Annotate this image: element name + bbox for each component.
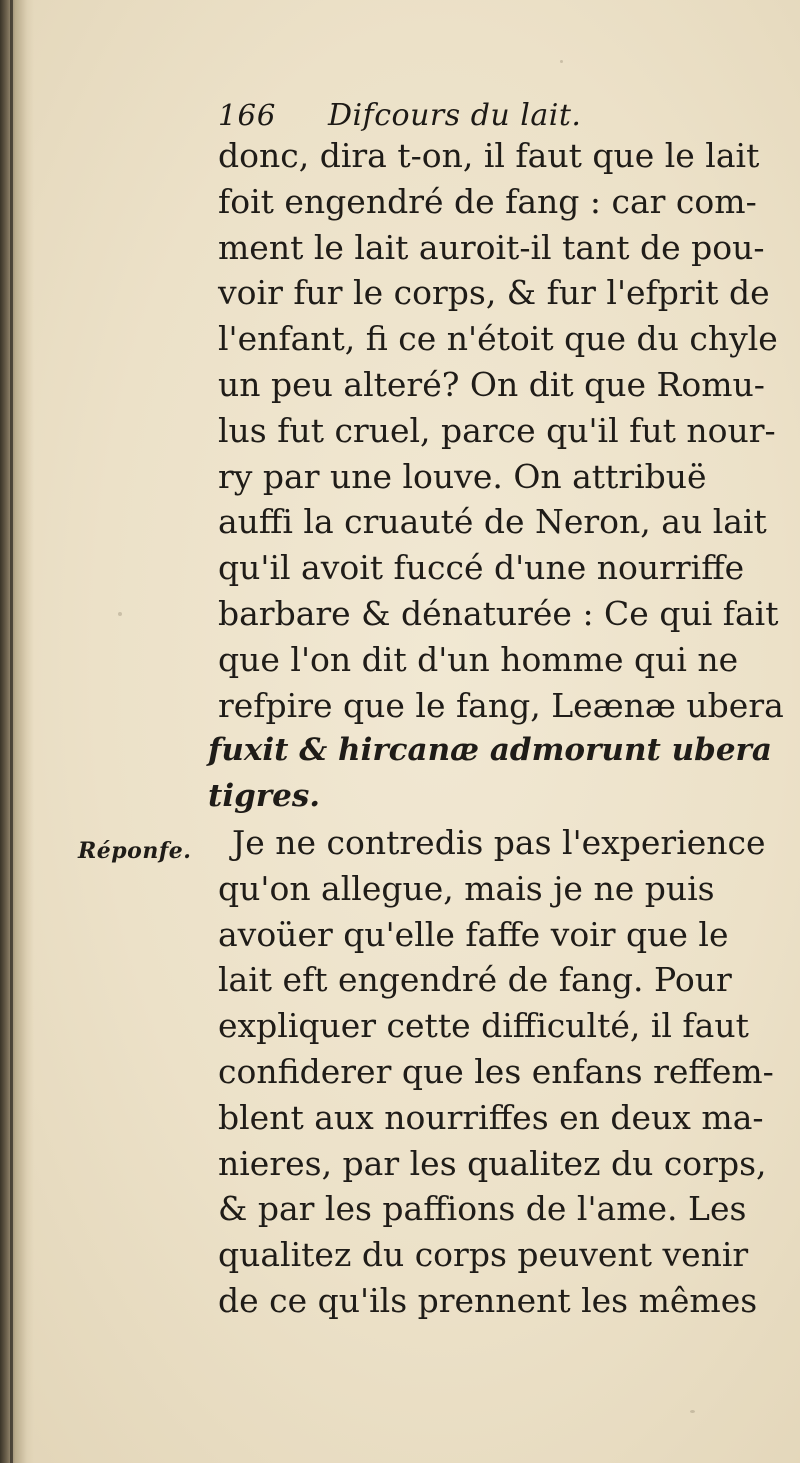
text-line: avoüer qu'elle faffe voir que le — [218, 914, 729, 954]
paper-speck — [118, 612, 122, 616]
text-line: que l'on dit d'un homme qui ne — [218, 639, 739, 679]
text-line: expliquer cette difficulté, il faut — [218, 1006, 749, 1046]
running-title: Difcours du lait. — [328, 98, 582, 133]
text-line: foit engendré de fang : car com- — [218, 181, 757, 221]
text-line: qu'il avoit fuccé d'une nourriffe — [218, 548, 745, 588]
text-line: & par les paffions de l'ame. Les — [218, 1189, 747, 1229]
text-line: voir fur le corps, & fur l'efprit de — [218, 273, 770, 313]
text-line: ment le lait auroit-il tant de pou- — [218, 227, 765, 267]
text-line: refpire que le fang, Leænæ ubera — [218, 685, 784, 725]
text-line: lus fut cruel, parce qu'il fut nour- — [218, 410, 776, 450]
text-line: l'enfant, fi ce n'étoit que du chyle — [218, 319, 778, 359]
text-line: barbare & dénaturée : Ce qui fait — [218, 593, 779, 633]
text-line: auffi la cruauté de Neron, au lait — [218, 502, 767, 542]
text-line: confiderer que les enfans reffem- — [218, 1051, 774, 1091]
body-text — [200, 133, 784, 1324]
text-line: qualitez du corps peuvent venir — [218, 1235, 749, 1275]
text-line: donc, dira t-on, il faut que le lait — [218, 136, 760, 175]
text-line: qu'on allegue, mais je ne puis — [218, 868, 715, 908]
text-line: blent aux nourriffes en deux ma- — [218, 1097, 764, 1137]
text-line: lait eft engendré de fang. Pour — [218, 960, 732, 1000]
latin-quote-line: tigres. — [208, 778, 321, 815]
text-line: ry par une louve. On attribuë — [218, 456, 707, 496]
gutter-line — [10, 0, 13, 1463]
latin-quote-line: fuxit & hircanæ admorunt ubera — [208, 732, 772, 769]
paper-speck — [690, 1410, 695, 1413]
text-line: un peu alteré? On dit que Romu- — [218, 364, 765, 404]
page-number: 166 — [218, 98, 277, 132]
margin-note: Réponfe. — [78, 838, 192, 864]
text-line: nieres, par les qualitez du corps, — [218, 1143, 767, 1183]
paragraph-start-line: Je ne contredis pas l'experience — [232, 822, 766, 862]
book-spine-shadow — [0, 0, 34, 1463]
paper-speck — [560, 60, 563, 63]
text-line: de ce qu'ils prennent les mêmes — [218, 1280, 758, 1320]
